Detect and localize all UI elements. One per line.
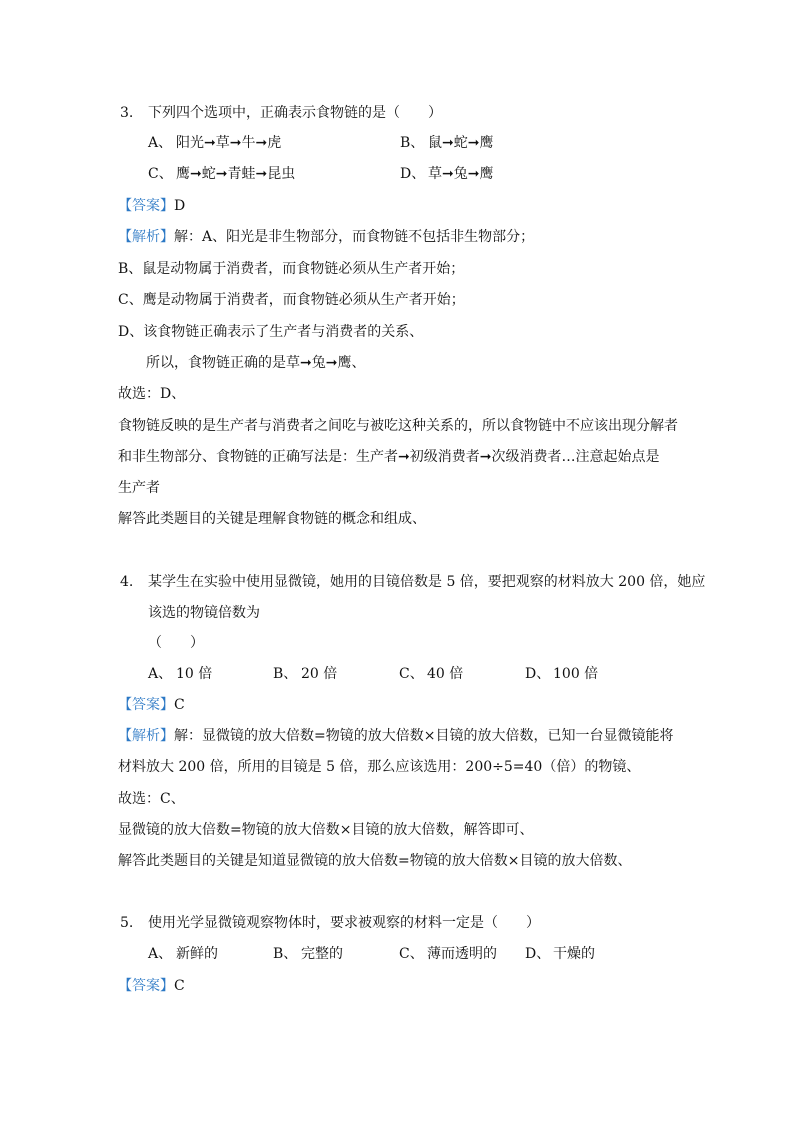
q3-analysis-line-2: B、鼠是动物属于消费者，而食物链必须从生产者开始； [118,261,465,277]
q4-option-a-text: 10 倍 [176,666,213,682]
q5-option-c-text: 薄而透明的 [427,946,497,962]
q3-option-c-text: 鹰➞蛇➞青蛙➞昆虫 [176,166,296,182]
q3-option-a-text: 阳光➞草➞牛➞虎 [176,135,282,151]
q4-number: 4. [120,574,134,590]
q4-answer-value: C [174,697,185,713]
q3-option-c-letter: C、 [148,166,173,182]
q3-answer-line [118,197,185,215]
q3-option-a-letter: A、 [148,135,173,151]
answer-tag: 【答案】 [118,198,174,214]
q4-option-d-letter: D、 [525,666,551,682]
q5-option-a-text: 新鲜的 [176,946,218,962]
q3-analysis-line-3: C、鹰是动物属于消费者，而食物链必须从生产者开始； [118,292,465,308]
q5-stem: 使用光学显微镜观察物体时，要求被观察的材料一定是（ ） [148,915,540,931]
q3-analysis-line-1 [118,228,534,246]
q4-option-c-text: 40 倍 [427,666,464,682]
q5-option-d-letter: D、 [525,946,551,962]
q4-option-c-letter: C、 [399,666,424,682]
q3-analysis-line-5: 所以，食物链正确的是草➞兔➞鹰、 [146,355,366,371]
q5-number: 5. [120,915,134,931]
q3-option-b-text: 鼠➞蛇➞鹰 [428,135,494,151]
q5-option-b-text: 完整的 [301,946,343,962]
q4-analysis-line-3: 故选：C、 [118,791,185,807]
q3-answer-value: D [174,198,186,214]
q4-stem-line-1: 某学生在实验中使用显微镜，她用的目镜倍数是 5 倍，要把观察的材料放大 200 倍，她应 [148,574,706,590]
q4-analysis-line-1 [118,727,673,745]
q5-option-c-letter: C、 [399,946,424,962]
q4-answer-line [118,696,185,714]
q3-analysis-line-4: D、该食物链正确表示了生产者与消费者的关系、 [118,324,424,340]
q4-option-d-text: 100 倍 [553,666,599,682]
q3-analysis-line-10: 解答此类题目的关键是理解食物链的概念和组成、 [118,511,426,527]
q5-answer-value: C [174,978,185,994]
q4-stem-line-2: 该选的物镜倍数为 [148,605,260,621]
q4-analysis-line-4: 显微镜的放大倍数=物镜的放大倍数×目镜的放大倍数，解答即可、 [118,822,534,838]
q5-option-d-text: 干燥的 [553,946,595,962]
q4-blank-paren: （ ） [148,635,204,651]
analysis-tag: 【解析】 [118,229,174,245]
q4-option-b-letter: B、 [273,666,298,682]
q3-number: 3. [120,105,134,121]
q5-option-b-letter: B、 [273,946,298,962]
q3-option-b-letter: B、 [400,135,425,151]
q3-analysis-line-7: 食物链反映的是生产者与消费者之间吃与被吃这种关系的，所以食物链中不应该出现分解者 [118,418,678,434]
q5-option-a-letter: A、 [148,946,173,962]
q3-analysis-line-8: 和非生物部分、食物链的正确写法是：生产者➞初级消费者➞次级消费者…注意起始点是 [118,449,660,465]
q3-option-d-text: 草➞兔➞鹰 [428,166,494,182]
q3-stem: 下列四个选项中，正确表示食物链的是（ ） [148,105,442,121]
q4-analysis-line-5: 解答此类题目的关键是知道显微镜的放大倍数=物镜的放大倍数×目镜的放大倍数、 [118,853,632,869]
q4-analysis-text: 解：显微镜的放大倍数=物镜的放大倍数×目镜的放大倍数，已知一台显微镜能将 [174,728,674,744]
analysis-tag: 【解析】 [118,728,174,744]
q5-answer-line [118,977,185,995]
answer-tag: 【答案】 [118,697,174,713]
q4-analysis-line-2: 材料放大 200 倍，所用的目镜是 5 倍，那么应该选用：200÷5=40（倍）的物镜、 [118,759,641,775]
q4-option-a-letter: A、 [148,666,173,682]
q3-analysis-line-6: 故选：D、 [118,386,186,402]
answer-tag: 【答案】 [118,978,174,994]
q3-analysis-line-9: 生产者 [118,480,160,496]
q3-analysis-text: 解：A、阳光是非生物部分，而食物链不包括非生物部分； [174,229,535,245]
q3-option-d-letter: D、 [400,166,426,182]
q4-option-b-text: 20 倍 [301,666,338,682]
